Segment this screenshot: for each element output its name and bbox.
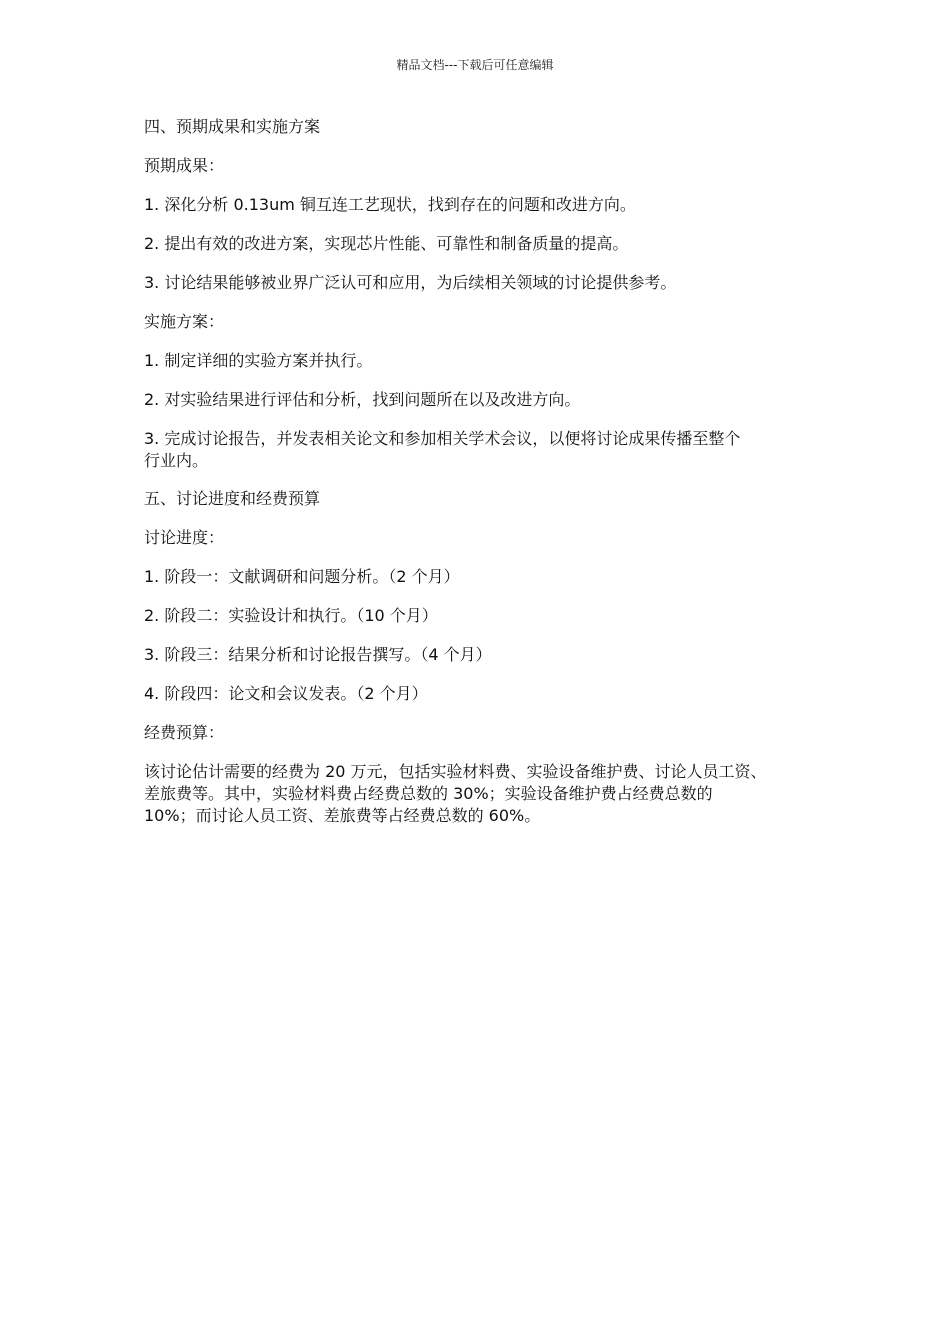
budget-paragraph	[144, 761, 824, 827]
section-heading-4	[144, 116, 824, 138]
list-item	[144, 566, 824, 588]
text-line: 四、预期成果和实施方案	[144, 117, 321, 136]
text-line: 讨论进度：	[144, 528, 225, 547]
subheading-budget	[144, 722, 824, 744]
list-item	[144, 644, 824, 666]
text-line: 2. 对实验结果进行评估和分析，找到问题所在以及改进方向。	[144, 390, 581, 409]
text-line: 10%；而讨论人员工资、差旅费等占经费总数的 60%。	[144, 806, 541, 825]
list-item	[144, 683, 824, 705]
text-line: 1. 深化分析 0.13um 铜互连工艺现状，找到存在的问题和改进方向。	[144, 195, 636, 214]
list-item	[144, 605, 824, 627]
text-line: 3. 阶段三：结果分析和讨论报告撰写。（4 个月）	[144, 645, 492, 664]
text-line: 4. 阶段四：论文和会议发表。（2 个月）	[144, 684, 428, 703]
subheading-progress	[144, 527, 824, 549]
text-line: 2. 提出有效的改进方案，实现芯片性能、可靠性和制备质量的提高。	[144, 234, 629, 253]
list-item	[144, 350, 824, 372]
list-item	[144, 428, 824, 472]
list-item	[144, 272, 824, 294]
text-line: 1. 阶段一：文献调研和问题分析。（2 个月）	[144, 567, 460, 586]
list-item	[144, 389, 824, 411]
list-item	[144, 194, 824, 216]
text-line: 五、讨论进度和经费预算	[144, 489, 321, 508]
text-line: 2. 阶段二：实验设计和执行。（10 个月）	[144, 606, 438, 625]
text-line: 3. 讨论结果能够被业界广泛认可和应用，为后续相关领域的讨论提供参考。	[144, 273, 677, 292]
text-line: 经费预算：	[144, 723, 225, 742]
text-line: 预期成果：	[144, 156, 225, 175]
text-line: 行业内。	[144, 451, 209, 470]
list-item	[144, 233, 824, 255]
text-line: 1. 制定详细的实验方案并执行。	[144, 351, 373, 370]
text-line: 差旅费等。其中，实验材料费占经费总数的 30%；实验设备维护费占经费总数的	[144, 784, 713, 803]
document-body	[144, 116, 824, 844]
text-line: 实施方案：	[144, 312, 225, 331]
page-header: 精品文档---下载后可任意编辑	[396, 58, 554, 72]
text-line: 该讨论估计需要的经费为 20 万元，包括实验材料费、实验设备维护费、讨论人员工资、	[144, 762, 767, 781]
section-heading-5	[144, 488, 824, 510]
subheading-implementation-plan	[144, 311, 824, 333]
text-line: 3. 完成讨论报告，并发表相关论文和参加相关学术会议，以便将讨论成果传播至整个	[144, 429, 741, 448]
subheading-expected-results	[144, 155, 824, 177]
